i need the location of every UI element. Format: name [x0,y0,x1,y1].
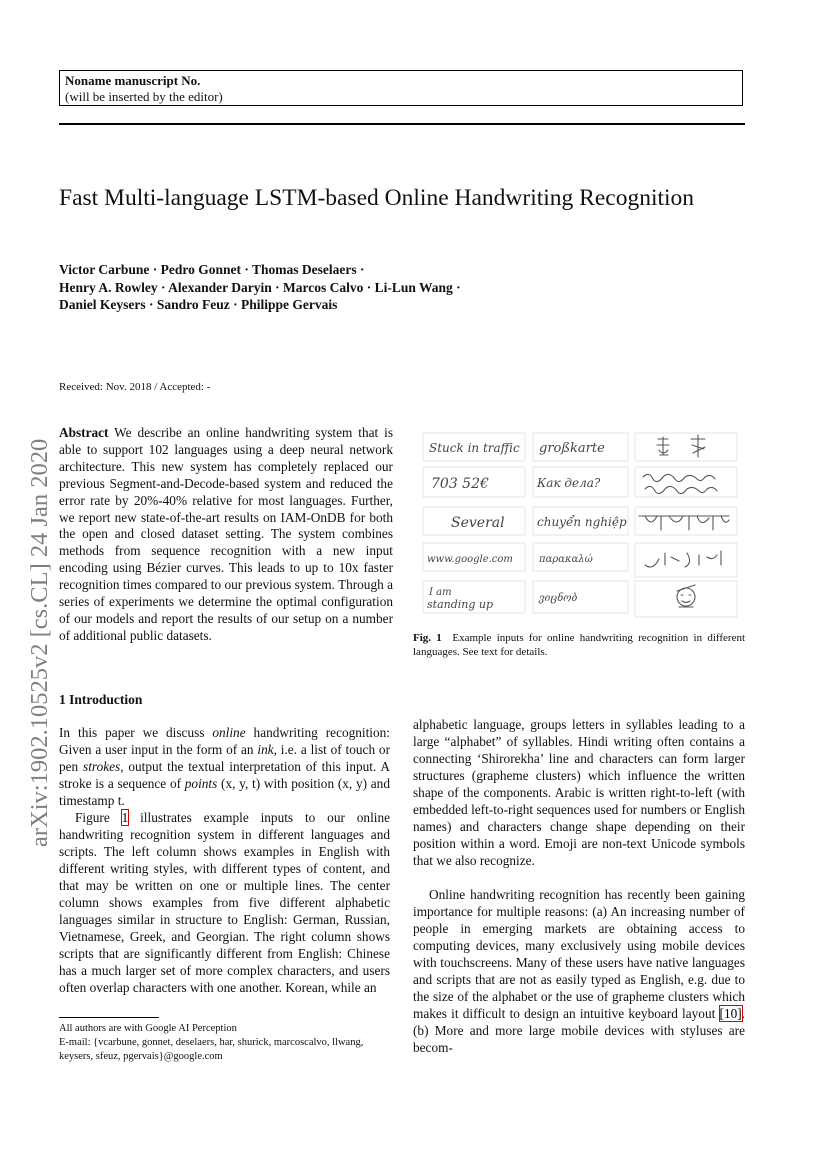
sample-ka: ვიცნობ [539,593,578,604]
emphasis: points [184,776,218,791]
affiliation-footnote [59,1022,393,1064]
text-run: , output the textual interpretation of this input. A stroke is a sequence of [59,759,390,791]
intro-paragraph-4 [413,886,745,1056]
text-run: handwriting recognition: Given a user input in the form of an [59,725,390,757]
intro-paragraph-2 [59,809,390,996]
caption-label: Fig. 1 [413,632,442,644]
text-run: , i.e. a list of touch or pen [59,742,390,774]
sample-en-4: www.google.com [427,554,513,565]
text-run: illustrates example inputs to our online handwriting recognition system in different languages and scripts. The left column shows examples in English with different writing styles, with different types of content, and that may be written on one or multiple lines. The center column shows examples from five different alphabetic languages similar in structure to English: German, Russian, Vietnamese, Greek, and Georgian. The right column shows scripts that are significantly different from English: Chinese has a much larger set of more complex characters, and users often overlap characters with one another. Korean, while an [59,810,391,995]
intro-paragraph-1 [59,724,390,809]
intro-right-column [413,716,745,1056]
sample-vi: chuyển nghiệp [537,515,627,529]
text-run: Figure [75,810,122,825]
text-run: In this paper we discuss [59,725,213,740]
author-line: Victor Carbune · Pedro Gonnet · Thomas Deselaers · [59,262,365,277]
abstract [59,425,393,645]
sample-en-5a: I am [429,587,452,598]
email-list: E-mail: {vcarbune, gonnet, deselaers, har, shurick, marcoscalvo, llwang, keysers, sfeuz, pgervais}@google.com [59,1037,364,1062]
text-run: Online handwriting recognition has recently been gaining importance for multiple reasons: (a) An increasing number of people in emerging markets are obtaining access to computing devices, many exclusively using mobile devices with touchscreens. Many of these users have native languages and scripts that are not as easily typed as English, e.g. due to the size of the alphabet or the use of grapheme clusters which makes it difficult to design an intuitive keyboard layout [413,887,745,1021]
sample-el: παρακαλώ [539,554,593,565]
text-run: . (b) More and more large mobile devices with styluses are becom- [413,1006,745,1055]
intro-paragraph-3: alphabetic language, groups letters in syllables leading to a large “alphabet” of syllables. Hindi writing often contains a connecting ‘Shirorekha’ line and characters can form larger structures (grapheme clusters) which influence the written shape of the components. Arabic is written right-to-left (with embedded left-to-right sequences used for numbers or English names) and characters change shape depending on their position within a word. Emoji are non-text Unicode symbols that we also recognize. [413,717,745,868]
author-list [59,261,749,314]
editor-header-box [59,70,743,106]
emphasis: strokes [83,759,121,774]
section-heading [59,692,142,708]
author-line: Daniel Keysers · Sandro Feuz · Philippe Gervais [59,297,338,312]
sample-en-3: Several [451,515,505,531]
handwriting-samples-image [413,425,745,625]
affiliation: All authors are with Google AI Perception [59,1023,237,1034]
header-rule [59,123,745,125]
figure-reference-link[interactable]: 1 [121,810,129,825]
sample-en-2: 703 52€ [431,476,489,492]
emphasis: online [212,725,246,740]
text-run: (x, y, t) with position (x, y) and timestamp t. [59,776,390,808]
figure-caption [413,631,745,659]
sample-de: großkarte [539,441,605,456]
figure-handwriting-samples [413,425,745,625]
sample-en-1: Stuck in traffic [429,441,520,455]
received-date: Received: Nov. 2018 / Accepted: - [59,381,211,393]
caption-text: Example inputs for online handwriting recognition in different languages. See text for details. [413,632,746,658]
paper-title: Fast Multi-language LSTM-based Online Handwriting Recognition [59,185,695,211]
citation-link[interactable]: [10] [719,1006,742,1021]
manuscript-number: Noname manuscript No. [65,73,201,88]
section-title: Introduction [69,692,143,707]
abstract-keyword: Abstract [59,425,109,440]
sample-en-5b: standing up [427,598,494,611]
editor-note: (will be inserted by the editor) [65,89,223,104]
intro-left-column [59,724,390,996]
emphasis: ink [257,742,274,757]
footnote-rule [59,1017,159,1018]
author-line: Henry A. Rowley · Alexander Daryin · Marcos Calvo · Li-Lun Wang · [59,279,461,295]
arxiv-stamp: arXiv:1902.10525v2 [cs.CL] 24 Jan 2020 [26,438,53,847]
sample-ru: Как дела? [537,476,601,490]
abstract-text: We describe an online handwriting system that is able to support 102 languages using a deep neural network architecture. This new system has completely replaced our previous Segment-and-Decode-based system and reduced the error rate by 20%-40% relative for most languages. Further, we report new state-of-the-art results on IAM-OnDB for both the open and closed dataset setting. The system combines methods from sequence recognition with a new input encoding using Bézier curves. This leads to up to 10x faster recognition times compared to our previous system. Through a series of experiments we determine the optimal configuration of our models and report the results of our setup on a number of additional public datasets. [59,425,393,643]
section-number: 1 [59,692,66,707]
